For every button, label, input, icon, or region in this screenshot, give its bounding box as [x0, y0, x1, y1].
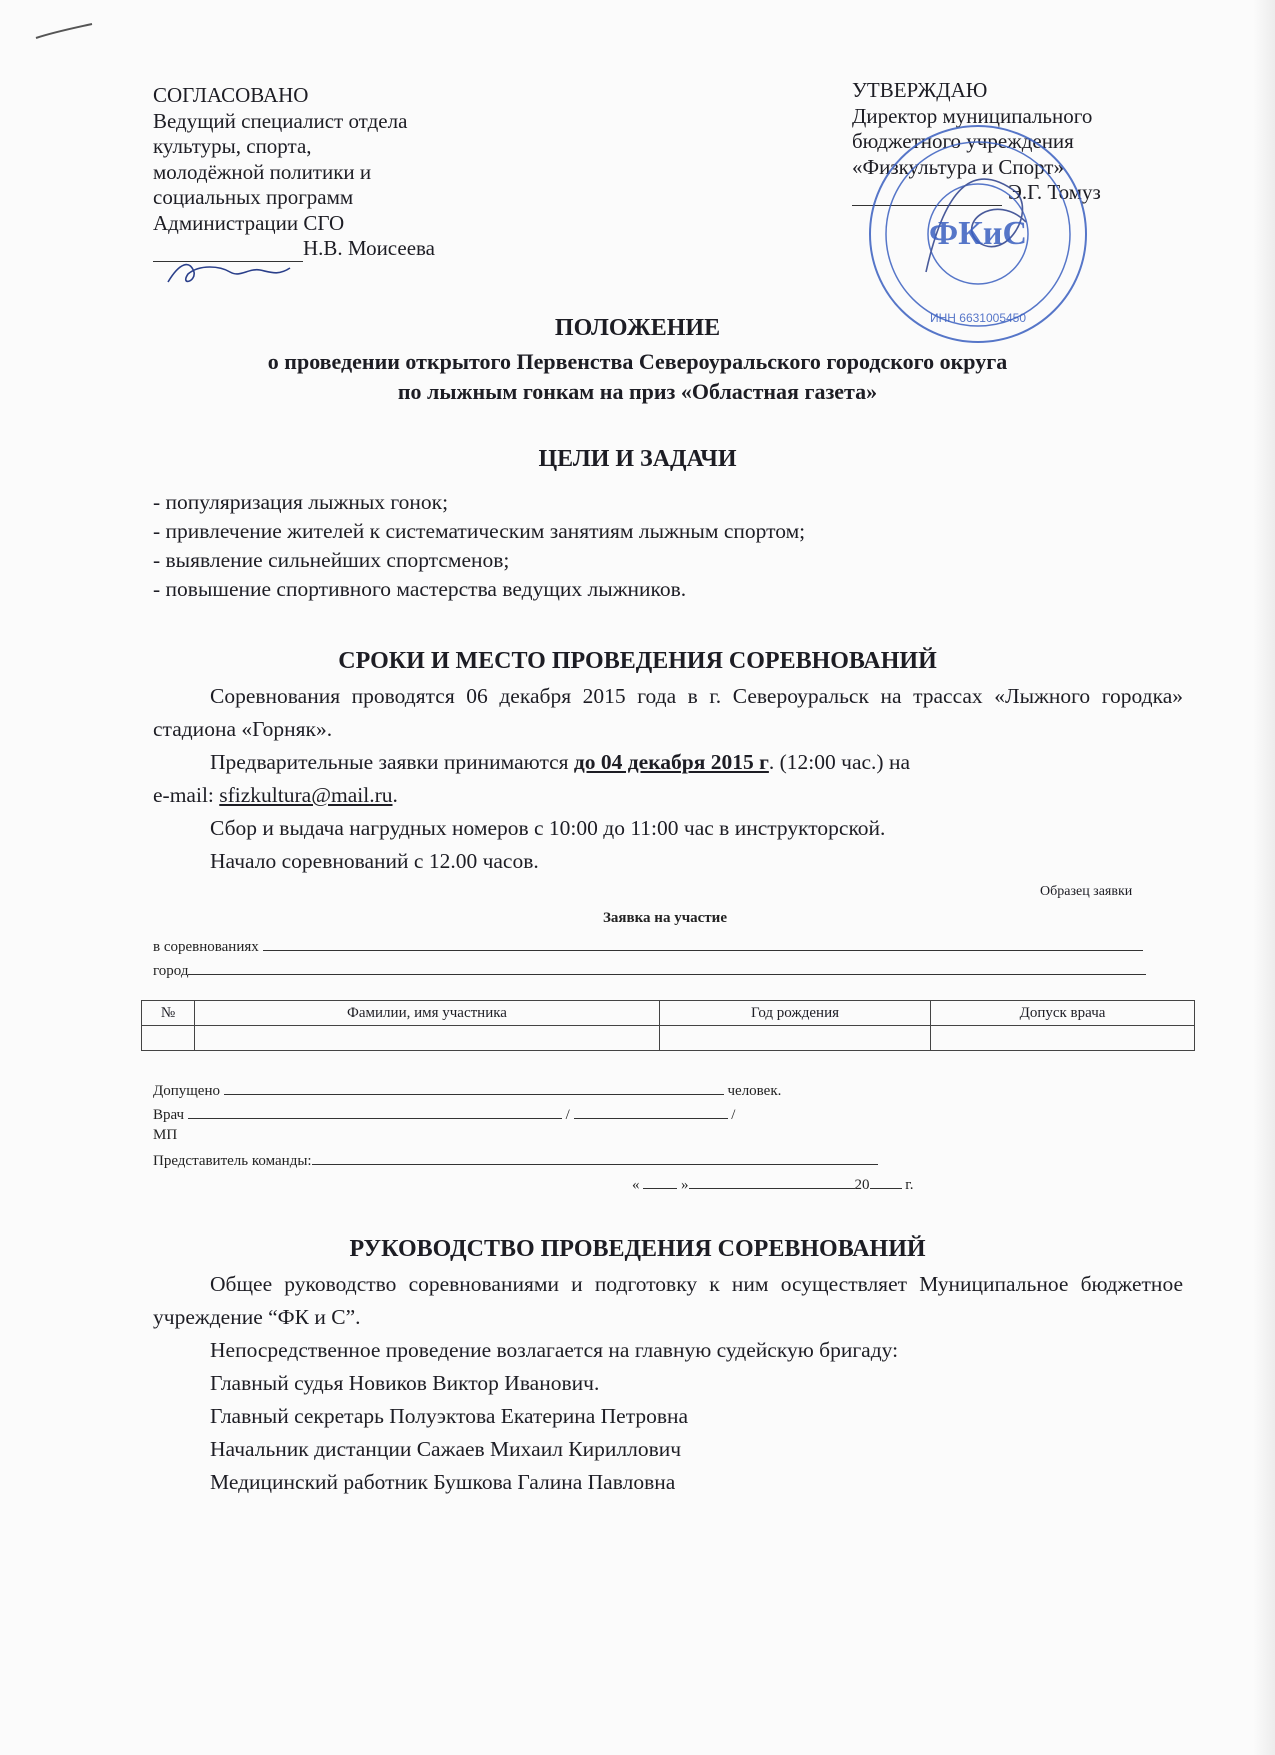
leadership-paragraph-1: Общее руководство соревнованиями и подготовку к ним осуществляет Муниципальное бюджетное учреждение “ФК и С”. [153, 1272, 1183, 1329]
sample-application-note: Образец заявки [1040, 884, 1133, 899]
handwritten-signature-approved [160, 252, 310, 292]
representative-row [153, 1150, 878, 1170]
dates-paragraph-1: Соревнования проводятся 06 декабря 2015 года в г. Североуральск на трассах «Лыжного городка» стадиона «Горняк». [153, 684, 1183, 741]
official-seal-stamp [866, 122, 1090, 346]
goal-item: - привлечение жителей к систематическим занятиям лыжным спортом; [153, 519, 806, 543]
confirm-line: Директор муниципального [852, 103, 1093, 128]
approved-heading: СОГЛАСОВАНО [153, 83, 309, 107]
email-label: e-mail: [153, 783, 220, 807]
judge-item: Главный судья Новиков Виктор Иванович. [210, 1371, 600, 1395]
judge-item: Медицинский работник Бушкова Галина Павловна [210, 1470, 676, 1494]
confirm-heading: УТВЕРЖДАЮ [852, 78, 988, 102]
date-month-fill [689, 1174, 855, 1189]
approved-line: социальных программ [153, 185, 354, 209]
confirm-line: бюджетного учреждения [852, 129, 1074, 153]
event-fill-line [263, 936, 1143, 951]
table-header-row [142, 1001, 1195, 1026]
email-end: . [392, 783, 398, 807]
judge-item: Начальник дистанции Сажаев Михаил Кириллович [210, 1437, 682, 1461]
admitted-fill-line [224, 1080, 724, 1095]
representative-label: Представитель команды: [153, 1153, 312, 1169]
table-cell [660, 1026, 931, 1051]
doctor-sign-fill-line [574, 1104, 728, 1119]
date-suffix: г. [905, 1177, 914, 1193]
leadership-paragraph-2: Непосредственное проведение возлагается на главную судейскую бригаду: [210, 1338, 899, 1362]
dates-paragraph-4: Начало соревнований с 12.00 часов. [210, 849, 539, 873]
doctor-label: Врач [153, 1107, 185, 1123]
dates-section-title: СРОКИ И МЕСТО ПРОВЕДЕНИЯ СОРЕВНОВАНИЙ [338, 648, 937, 674]
leadership-section-title: РУКОВОДСТВО ПРОВЕДЕНИЯ СОРЕВНОВАНИЙ [349, 1236, 926, 1262]
stray-pen-mark [34, 22, 94, 42]
approved-line: молодёжной политики и [153, 159, 372, 184]
approved-line: Ведущий специалист отдела [153, 108, 408, 133]
dates-paragraph-2 [153, 746, 1183, 779]
subtitle-line-1: о проведении открытого Первенства Североуральского городского округа [267, 349, 1008, 374]
confirm-line: «Физкультура и Спорт» [852, 154, 1064, 179]
document-title: ПОЛОЖЕНИЕ [554, 315, 721, 341]
date-year-fill [870, 1174, 902, 1189]
table-row [142, 1026, 1195, 1051]
subtitle-line-2: по лыжным гонкам на приз «Областная газета» [397, 379, 878, 404]
table-header-cell: № [142, 1001, 195, 1026]
dates-p2-text: Предварительные заявки принимаются [210, 750, 574, 774]
scan-edge-shadow [1253, 0, 1275, 1755]
event-label: в соревнованиях [153, 939, 259, 955]
approved-line: Администрации СГО [153, 210, 345, 235]
stamp-center-text: ФКиС [929, 215, 1027, 252]
representative-fill-line [312, 1150, 878, 1165]
date-day-fill [643, 1174, 677, 1189]
date-open: « [632, 1177, 640, 1193]
date-row [632, 1174, 913, 1194]
dates-email-row [153, 779, 1183, 812]
application-table [141, 1000, 1195, 1051]
admitted-suffix: человек. [727, 1083, 782, 1099]
approved-line: культуры, спорта, [153, 134, 312, 158]
stamp-inn-text: ИНН 6631005450 [929, 311, 1027, 325]
confirm-signer: Э.Г. Томуз [1008, 180, 1101, 204]
admitted-row [153, 1080, 781, 1100]
approved-signer: Н.В. Моисеева [303, 236, 435, 260]
goal-item: - популяризация лыжных гонок; [153, 490, 449, 514]
goals-list [153, 488, 805, 604]
city-fill-line [188, 960, 1146, 975]
email-link[interactable]: sfizkultura@mail.ru [219, 783, 393, 807]
table-header-cell: Допуск врача [931, 1001, 1195, 1026]
mp-label: МП [153, 1127, 178, 1143]
table-cell [142, 1026, 195, 1051]
goal-item: - повышение спортивного мастерства ведущих лыжников. [153, 577, 687, 601]
admitted-label: Допущено [153, 1083, 220, 1099]
goal-item: - выявление сильнейших спортсменов; [153, 548, 510, 572]
table-cell [195, 1026, 660, 1051]
dates-paragraph-3: Сбор и выдача нагрудных номеров с 10:00 до 11:00 час в инструкторской. [210, 816, 886, 840]
date-close: » [681, 1177, 689, 1193]
application-deadline: до 04 декабря 2015 г [573, 750, 769, 774]
application-city-row [153, 960, 1146, 980]
city-label: город [153, 963, 189, 979]
judge-item: Главный секретарь Полуэктова Екатерина Петровна [210, 1404, 689, 1428]
date-year: 20 [854, 1177, 870, 1193]
table-header-cell: Год рождения [660, 1001, 931, 1026]
doctor-fill-line [188, 1104, 562, 1119]
approved-block [153, 83, 513, 262]
doctor-row: Врач / / [153, 1104, 735, 1124]
goals-section-title: ЦЕЛИ И ЗАДАЧИ [538, 446, 737, 472]
application-event-row [153, 936, 1143, 956]
application-form-title: Заявка на участие [603, 910, 727, 926]
document-subtitle [0, 347, 1275, 407]
dates-p2-text: . (12:00 час.) на [768, 750, 910, 774]
table-header-cell: Фамилии, имя участника [195, 1001, 660, 1026]
table-cell [931, 1026, 1195, 1051]
